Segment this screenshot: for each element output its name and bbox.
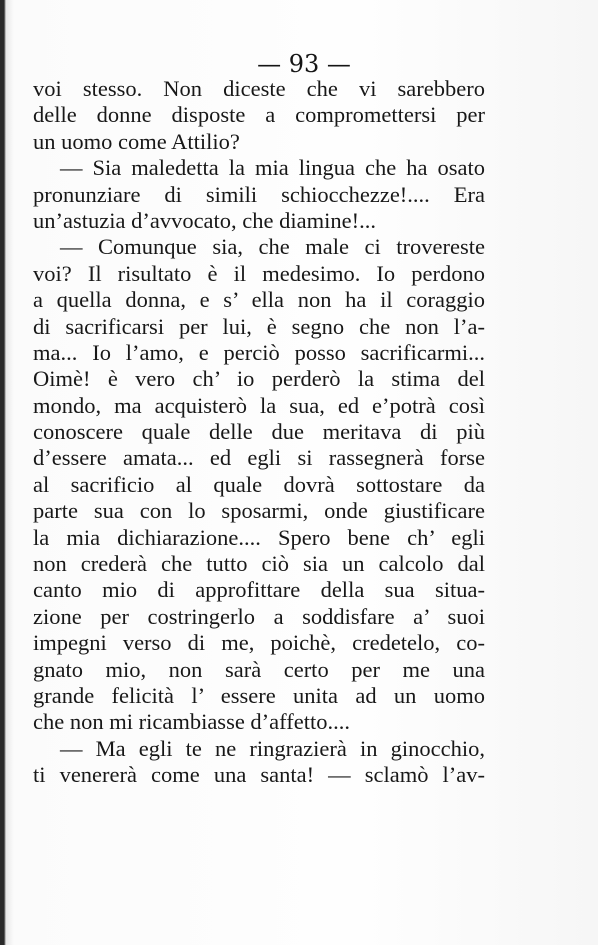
text-line: di sacrificarsi per lui, è segno che non l’a- [33, 313, 485, 339]
text-line: a quella donna, e s’ ella non ha il coraggio [33, 287, 485, 313]
text-line: voi stesso. Non diceste che vi sarebbero [33, 76, 485, 101]
text-line: mondo, ma acquisterò la sua, ed e’potrà così [33, 392, 485, 418]
text-line: canto mio di approfittare della sua situa- [33, 577, 485, 603]
text-line: che non mi ricambiasse d’affetto.... [33, 709, 350, 735]
text-line: conoscere quale delle due meritava di più [33, 419, 485, 445]
text-line: la mia dichiarazione.... Spero bene ch’ egli [33, 524, 485, 550]
text-line: delle donne disposte a compromettersi per [33, 102, 485, 128]
page-number: — 93 — [257, 50, 351, 78]
text-line: — Comunque sia, che male ci trovereste [60, 234, 485, 260]
text-line: Oimè! è vero ch’ io perderò la stima del [33, 366, 485, 392]
text-line: grande felicità l’ essere unita ad un uomo [33, 682, 485, 708]
text-line: d’essere amata... ed egli si rassegnerà forse [33, 445, 485, 471]
text-line: al sacrificio al quale dovrà sottostare da [33, 471, 485, 497]
text-line: un’astuzia d’avvocato, che diamine!... [33, 207, 376, 233]
text-line: voi? Il risultato è il medesimo. Io perdono [33, 260, 485, 286]
text-line: gnato mio, non sarà certo per me una [33, 656, 485, 682]
text-line: non crederà che tutto ciò sia un calcolo dal [33, 551, 485, 577]
text-line: — Ma egli te ne ringrazierà in ginocchio, [60, 735, 485, 761]
text-line: un uomo come Attilio? [33, 128, 240, 154]
text-line: zione per costringerlo a soddisfare a’ suoi [33, 603, 485, 629]
text-line: impegni verso di me, poichè, credetelo, co- [33, 630, 485, 656]
text-line: pronunziare di simili schiocchezze!.... Era [33, 181, 485, 207]
text-line: parte sua con lo sposarmi, onde giustificare [33, 498, 485, 524]
text-line: — Sia maledetta la mia lingua che ha osato [60, 155, 485, 181]
body-text [33, 76, 485, 789]
text-line: ti venererà come una santa! — sclamò l’av- [33, 762, 485, 788]
text-line: ma... Io l’amo, e perciò posso sacrificarmi... [33, 339, 485, 365]
